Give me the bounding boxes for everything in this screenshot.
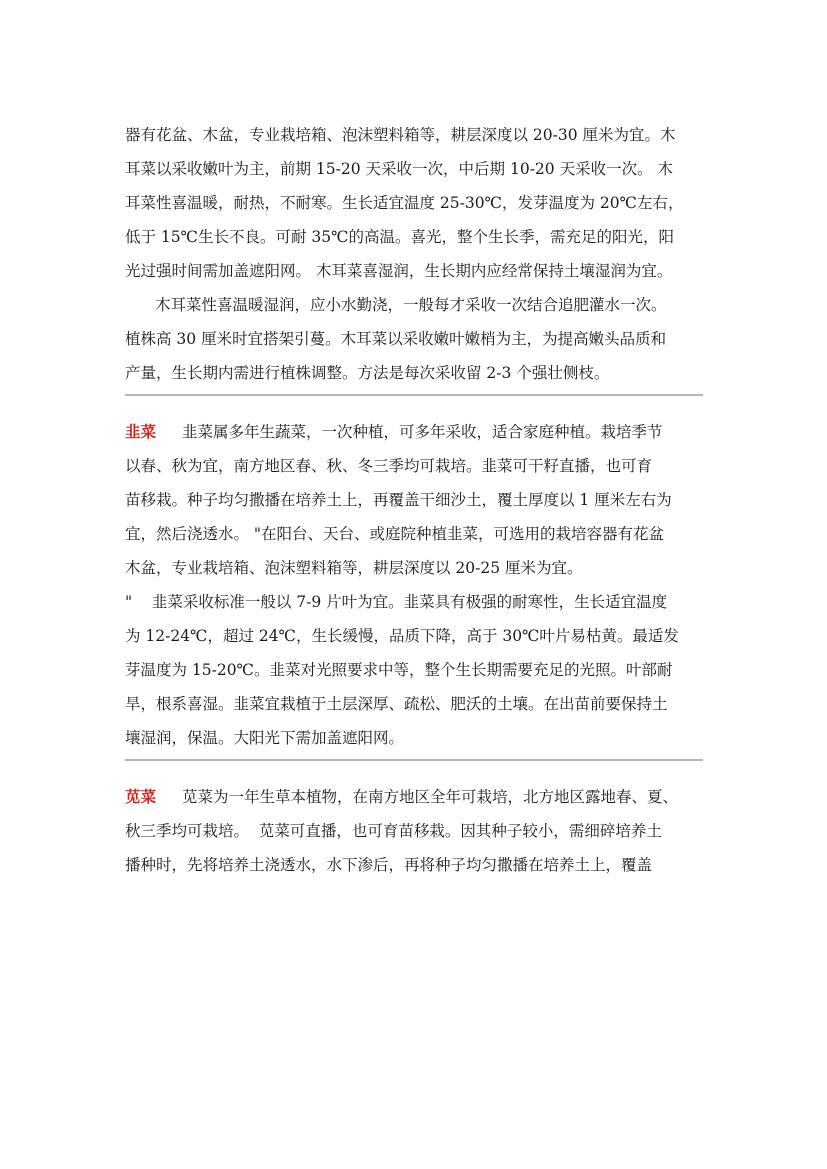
text-line: 低于 15℃生长不良。可耐 35℃的高温。喜光，整个生长季，需充足的阳光，阳 <box>125 228 674 246</box>
text-line: 以春、秋为宜，南方地区春、秋、冬三季均可栽培。韭菜可干籽直播，也可育 <box>125 457 653 475</box>
section-jiucai <box>125 415 705 755</box>
section-xiancai <box>125 780 705 882</box>
section-first-line <box>125 415 705 449</box>
text-line: 耳菜以采收嫩叶为主，前期 15-20 天采收一次，中后期 10-20 天采收一次。 木 <box>125 160 674 178</box>
text-line: 播种时，先将培养土浇透水，水下渗后，再将种子均匀撒播在培养土上，覆盖 <box>125 856 653 874</box>
text-line: 壤湿润，保温。大阳光下需加盖遮阳网。 <box>125 729 405 747</box>
section-heading: 苋菜 <box>125 787 157 806</box>
text-line: 木盆，专业栽培箱、泡沫塑料箱等，耕层深度以 20-25 厘米为宜。 <box>125 559 583 577</box>
text-line: 光过强时间需加盖遮阳网。 木耳菜喜湿润，生长期内应经常保持土壤湿润为宜。 <box>125 262 673 280</box>
text-line: 为 12-24℃，超过 24℃，生长缓慢，品质下降，高于 30℃叶片易枯黄。最适发 <box>125 627 679 645</box>
text-line: 植株高 30 厘米时宜搭架引蔓。木耳菜以采收嫩叶嫩梢为主，为提高嫩头品质和 <box>125 330 667 348</box>
text-line: 耳菜性喜温暖，耐热，不耐寒。生长适宜温度 25-30℃，发芽温度为 20℃左右， <box>125 194 684 212</box>
text-line: 苗移栽。种子均匀撒播在培养土上，再覆盖干细沙土，覆土厚度以 1 厘米左右为 <box>125 491 672 509</box>
section-heading: 韭菜 <box>125 422 157 441</box>
text-line: 产量，生长期内需进行植株调整。方法是每次采收留 2-3 个强壮侧枝。 <box>125 364 610 382</box>
text-line: 宜，然后浇透水。 "在阳台、天台、或庭院种植韭菜，可选用的栽培容器有花盆 <box>125 525 665 543</box>
document-body <box>125 118 705 882</box>
text-line: 木耳菜性喜温暖湿润，应小水勤浇，一般每才采收一次结合追肥灌水一次。 <box>155 296 667 314</box>
text-line: 韭菜属多年生蔬菜，一次种植，可多年采收，适合家庭种植。栽培季节 <box>182 423 663 441</box>
text-line: 器有花盆、木盆，专业栽培箱、泡沫塑料箱等，耕层深度以 20-30 厘米为宜。木 <box>125 126 676 144</box>
text-line: 秋三季均可栽培。 苋菜可直播，也可育苗移栽。因其种子较小，需细碎培养土 <box>125 822 662 840</box>
text-line: " 韭菜采收标准一般以 7-9 片叶为宜。韭菜具有极强的耐寒性，生长适宜温度 <box>125 593 668 611</box>
section-first-line <box>125 780 705 814</box>
text-line: 芽温度为 15-20℃。韭菜对光照要求中等，整个生长期需要充足的光照。叶部耐 <box>125 661 673 679</box>
text-line: 旱，根系喜湿。韭菜宜栽植于土层深厚、疏松、肥沃的土壤。在出苗前要保持土 <box>125 695 668 713</box>
intro-paragraph <box>125 118 705 288</box>
intro-paragraph-2 <box>125 288 705 390</box>
text-line: 苋菜为一年生草本植物，在南方地区全年可栽培，北方地区露地春、夏、 <box>182 788 679 806</box>
